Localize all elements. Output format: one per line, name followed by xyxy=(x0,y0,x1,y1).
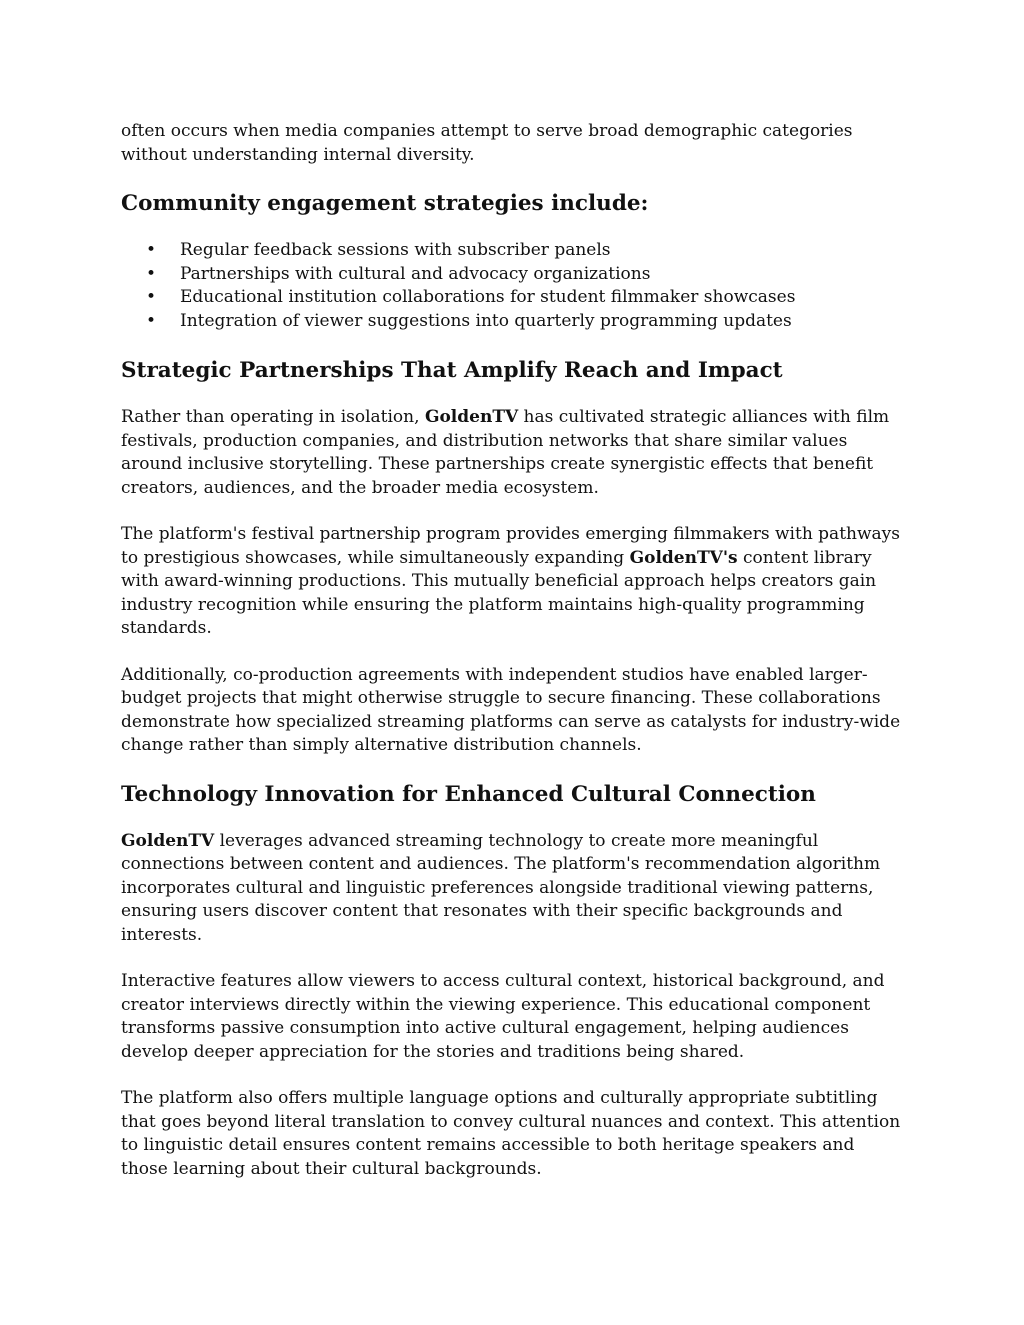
document-page xyxy=(121,120,901,1181)
partnerships-paragraph-2 xyxy=(121,523,901,641)
partnerships-paragraph-3: Additionally, co-production agreements with independent studios have enabled larger-budget projects that might otherwise struggle to secure financing. These collaborations demonstrate how specialized streaming platforms can serve as catalysts for industry-wide change rather than simply alternative distribution channels. xyxy=(121,664,901,755)
list-item-text: Educational institution collaborations for student filmmaker showcases xyxy=(180,287,796,307)
technology-paragraph-3: The platform also offers multiple language options and culturally appropriate subtitling that goes beyond literal translation to convey cultural nuances and context. This attention to linguistic detail ensures content remains accessible to both heritage speakers and those learning about their cultural backgrounds. xyxy=(121,1088,901,1179)
bullet-icon: • xyxy=(146,310,157,331)
text-run: content library with award-winning productions. This mutually beneficial approach helps creators gain industry recognition while ensuring the platform maintains high-quality programming standards. xyxy=(121,547,877,638)
intro-paragraph: often occurs when media companies attempt to serve broad demographic categories without understanding internal diversity. xyxy=(121,121,853,165)
technology-paragraph-1 xyxy=(121,830,901,948)
brand-name: GoldenTV's xyxy=(629,547,738,568)
brand-name: GoldenTV xyxy=(121,830,215,851)
partnerships-heading: Strategic Partnerships That Amplify Reach and Impact xyxy=(121,358,783,383)
list-item xyxy=(121,263,901,287)
bullet-icon: • xyxy=(146,263,157,284)
list-item xyxy=(121,239,901,263)
bullet-icon: • xyxy=(146,240,157,260)
text-run: The platform's festival partnership program provides emerging filmmakers with pathways to prestigious showcases, while simultaneously expanding xyxy=(121,524,900,568)
list-item-text: Regular feedback sessions with subscriber panels xyxy=(180,240,611,260)
text-run: has cultivated strategic alliances with film festivals, production companies, and distribution networks that share similar values around inclusive storytelling. These partnerships create synergistic effects that benefit creators, audiences, and the broader media ecosystem. xyxy=(121,407,890,498)
partnerships-paragraph-1 xyxy=(121,406,901,500)
brand-name: GoldenTV xyxy=(424,407,519,427)
text-run: leverages advanced streaming technology to create more meaningful connections between content and audiences. The platform's recommendation algorithm incorporates cultural and linguistic preferences alongside traditional viewing patterns, ensuring users discover content that resonates with their specific backgrounds and interests. xyxy=(121,830,881,945)
list-item xyxy=(121,310,901,334)
technology-heading: Technology Innovation for Enhanced Cultural Connection xyxy=(121,781,816,807)
text-run: Rather than operating in isolation, xyxy=(121,407,425,427)
technology-paragraph-2: Interactive features allow viewers to access cultural context, historical background, and creator interviews directly within the viewing experience. This educational component transforms passive consumption into active cultural engagement, helping audiences develop deeper appreciation for the stories and traditions being shared. xyxy=(121,971,885,1062)
list-item xyxy=(121,286,901,310)
community-heading: Community engagement strategies include: xyxy=(121,191,649,216)
list-item-text: Partnerships with cultural and advocacy organizations xyxy=(180,263,651,284)
list-item-text: Integration of viewer suggestions into quarterly programming updates xyxy=(180,310,792,331)
community-strategies-list xyxy=(121,239,901,333)
bullet-icon: • xyxy=(146,287,157,307)
